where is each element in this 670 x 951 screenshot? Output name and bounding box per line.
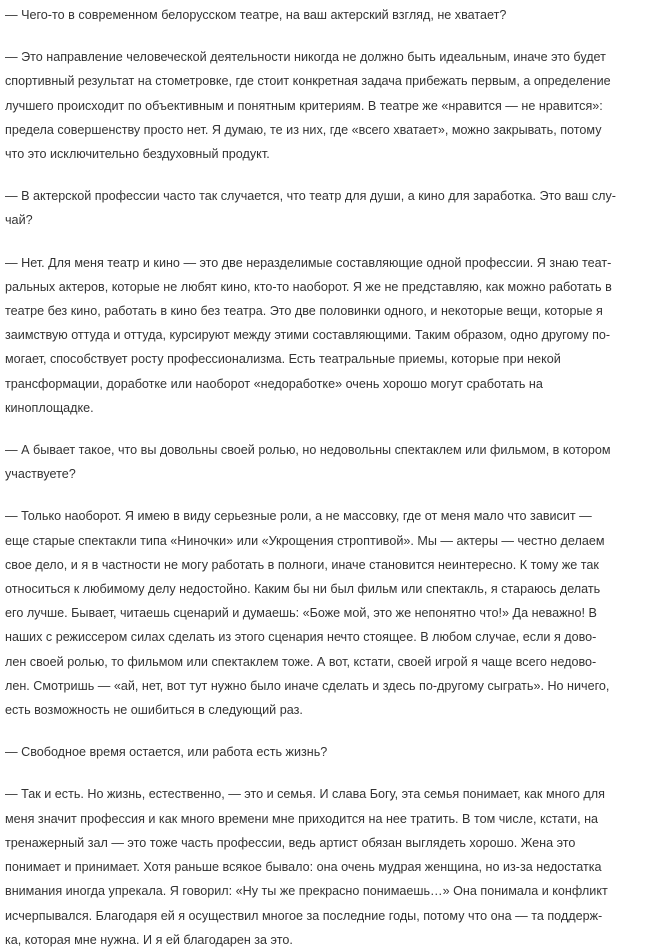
text-line: понимает и принимает. Хотя раньше всякое бывало: она очень мудрая женщина, но из-за недостатка [5,860,602,875]
text-line: еще старые спектакли типа «Ниночки» или «Укрощения строптивой». Мы — актеры — честно делаем [5,533,605,548]
text-line: ральных актеров, которые не любят кино, кто-то наоборот. Я же не представляю, как можно работать в [5,279,612,294]
interview-question [5,438,667,486]
text-line: спортивный результат на стометровке, где стоит конкретная задача прибежать первым, а определение [5,74,611,89]
text-line: — Так и есть. Но жизнь, естественно, — это и семья. И слава Богу, эта семья понимает, как много для [5,787,605,802]
text-line: его лучше. Бывает, читаешь сценарий и думаешь: «Боже мой, это же непонятно что!» Да неважно! В [5,606,597,621]
interview-question [5,184,667,232]
text-line: трансформации, доработке или наоборот «недоработке» очень хорошо могут сработать на [5,376,543,391]
text-line: лен своей ролью, то фильмом или спектаклем тоже. А вот, кстати, своей игрой я чаще всего недово- [5,654,597,669]
text-line: предела совершенству просто нет. Я думаю, те из них, где «всего хватает», можно закрывать, потому [5,122,602,137]
interview-answer [5,45,667,166]
text-line: заимствую оттуда и оттуда, курсируют между этими составляющими. Таким образом, одно другому по- [5,328,611,343]
text-line: свое дело, и я в частности не могу работать в полноги, иначе становится неинтересно. К тому же так [5,557,599,572]
text-line: чай? [5,213,33,228]
text-line: что это исключительно бездуховный продукт. [5,147,270,162]
text-line: — Нет. Для меня театр и кино — это две неразделимые составляющие одной профессии. Я знаю теат- [5,255,612,270]
text-line: киноплощадке. [5,400,94,415]
text-line: лен. Смотришь — «ай, нет, вот тут нужно было иначе сделать и здесь по-другому сыграть». Но ничего, [5,678,610,693]
text-line: — Это направление человеческой деятельности никогда не должно быть идеальным, иначе это будет [5,50,606,65]
text-line: относиться к любимому делу недостойно. Каким бы ни был фильм или спектакль, я стараюсь делать [5,582,601,597]
text-line: — Свободное время остается, или работа есть жизнь? [5,745,328,760]
text-line: наших с режиссером силах сделать из этого сценария нечто стоящее. В любом случае, если я дово- [5,630,597,645]
interview-question [5,740,667,764]
text-line: внимания иногда упрекала. Я говорил: «Ну ты же прекрасно понимаешь…» Она понимала и конфликт [5,884,608,899]
article-body [5,3,667,951]
text-line: меня значит профессия и как много времени мне приходится на нее тратить. В том числе, кстати, на [5,811,599,826]
text-line: ка, которая мне нужна. И я ей благодарен за это. [5,932,293,947]
text-line: театре без кино, работать в кино без театра. Это две половинки одного, и некоторые вещи, которые я [5,304,603,319]
text-line: есть возможность не ошибиться в следующий раз. [5,703,303,718]
text-line: могает, способствует росту профессионализма. Есть театральные приемы, которые при некой [5,352,561,367]
text-line: — Только наоборот. Я имею в виду серьезные роли, а не массовку, где от меня мало что зависит — [5,509,592,524]
text-line: участвуете? [5,467,76,482]
text-line: — А бывает такое, что вы довольны своей ролью, но недовольны спектаклем или фильмом, в котором [5,443,611,458]
text-line: — Чего-то в современном белорусском театре, на ваш актерский взгляд, не хватает? [5,8,507,22]
interview-question [5,3,667,27]
text-line: исчерпывался. Благодаря ей я осуществил многое за последние годы, потому что она — та поддерж- [5,908,603,923]
text-line: лучшего происходит по объективным и понятным критериям. В театре же «нравится — не нравится»: [5,98,603,113]
text-line: тренажерный зал — это тоже часть профессии, ведь артист обязан выглядеть хорошо. Жена это [5,835,576,850]
text-line: — В актерской профессии часто так случается, что театр для души, а кино для заработка. Это ваш слу- [5,189,616,204]
interview-answer [5,251,667,420]
interview-answer [5,504,667,722]
interview-answer [5,782,667,951]
